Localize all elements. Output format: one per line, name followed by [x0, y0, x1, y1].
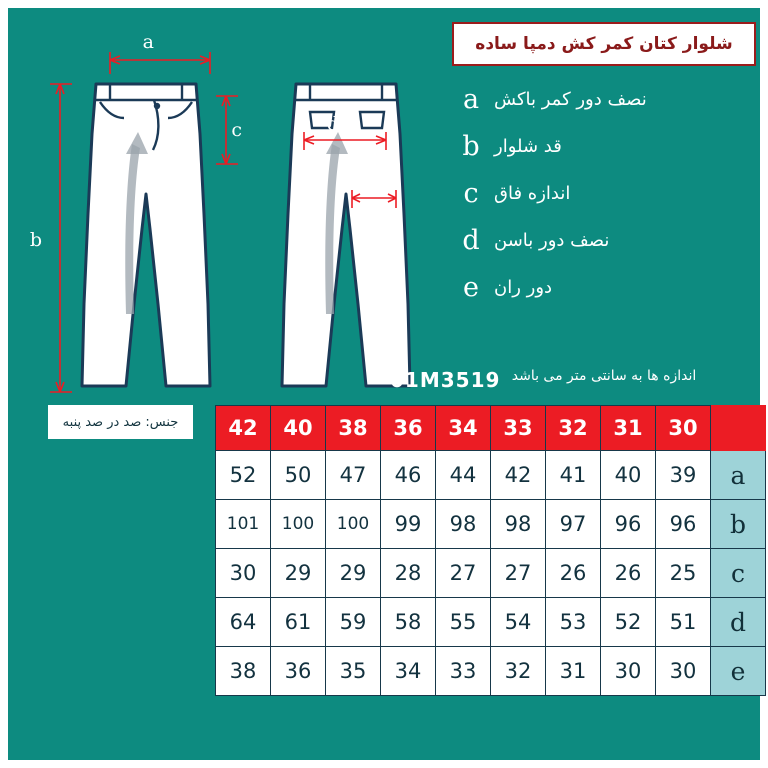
cell-b-33: 98 [491, 500, 546, 549]
cell-d-31: 52 [601, 598, 656, 647]
cell-b-32: 97 [546, 500, 601, 549]
dimension-label-c: c [231, 119, 242, 141]
cell-c-32: 26 [546, 549, 601, 598]
cell-a-40: 50 [271, 451, 326, 500]
measurement-legend [454, 76, 754, 311]
size-chart-table [215, 405, 766, 696]
cell-d-32: 53 [546, 598, 601, 647]
legend-item-d [454, 217, 754, 264]
cell-e-40: 36 [271, 647, 326, 696]
size-header-33: 33 [491, 406, 546, 451]
product-code: 01M3519 [390, 368, 501, 392]
cell-c-38: 29 [326, 549, 381, 598]
cell-c-42: 30 [216, 549, 271, 598]
dimension-label-a: a [142, 31, 154, 53]
cell-a-32: 41 [546, 451, 601, 500]
size-header-31: 31 [601, 406, 656, 451]
pants-diagram [14, 14, 444, 404]
row-label-b: b [711, 500, 766, 549]
legend-item-c [454, 170, 754, 217]
cell-c-33: 27 [491, 549, 546, 598]
cell-c-31: 26 [601, 549, 656, 598]
material-box [48, 405, 193, 439]
cell-a-33: 42 [491, 451, 546, 500]
cell-e-30: 30 [656, 647, 711, 696]
row-label-c: c [711, 549, 766, 598]
cell-a-34: 44 [436, 451, 491, 500]
cell-c-40: 29 [271, 549, 326, 598]
table-row [216, 598, 766, 647]
cell-a-42: 52 [216, 451, 271, 500]
dimension-c [216, 96, 242, 164]
legend-label-d: نصف دور باسن [494, 230, 610, 251]
cell-b-30: 96 [656, 500, 711, 549]
size-header-38: 38 [326, 406, 381, 451]
dimension-a [110, 31, 210, 74]
legend-label-a: نصف دور کمر باکش [494, 89, 647, 110]
dimension-label-e: e [356, 171, 368, 193]
table-row [216, 451, 766, 500]
cell-d-33: 54 [491, 598, 546, 647]
legend-letter-c: c [463, 178, 479, 209]
table-header-row [216, 406, 766, 451]
table-row [216, 500, 766, 549]
table-row [216, 549, 766, 598]
size-header-36: 36 [381, 406, 436, 451]
legend-item-a [454, 76, 754, 123]
size-header-34: 34 [436, 406, 491, 451]
cell-e-31: 30 [601, 647, 656, 696]
row-label-e: e [711, 647, 766, 696]
legend-label-b: قد شلوار [494, 136, 562, 157]
legend-letter-a: a [462, 84, 480, 115]
dimension-b [30, 84, 72, 392]
size-header-40: 40 [271, 406, 326, 451]
cell-e-36: 34 [381, 647, 436, 696]
row-label-d: d [711, 598, 766, 647]
units-note: اندازه ها به سانتی متر می باشد [511, 368, 697, 384]
material-text: جنس: صد در صد پنبه [62, 414, 179, 430]
cell-a-30: 39 [656, 451, 711, 500]
cell-d-34: 55 [436, 598, 491, 647]
cell-c-30: 25 [656, 549, 711, 598]
size-header-32: 32 [546, 406, 601, 451]
cell-b-31: 96 [601, 500, 656, 549]
back-pant-illustration [282, 84, 410, 386]
cell-d-40: 61 [271, 598, 326, 647]
cell-b-40: 100 [271, 500, 326, 549]
cell-b-38: 100 [326, 500, 381, 549]
cell-b-36: 99 [381, 500, 436, 549]
page-title: شلوار کتان کمر کش دمپا ساده [475, 34, 733, 54]
legend-letter-e: e [463, 272, 479, 303]
legend-label-e: دور ران [494, 277, 553, 298]
legend-item-e [454, 264, 754, 311]
cell-b-34: 98 [436, 500, 491, 549]
cell-e-38: 35 [326, 647, 381, 696]
cell-e-33: 32 [491, 647, 546, 696]
row-label-a: a [711, 451, 766, 500]
legend-label-c: اندازه فاق [494, 183, 571, 204]
cell-a-36: 46 [381, 451, 436, 500]
size-header-42: 42 [216, 406, 271, 451]
table-row [216, 647, 766, 696]
legend-item-b [454, 123, 754, 170]
product-title-box [452, 22, 756, 66]
dimension-label-d: d [326, 113, 339, 135]
cell-c-36: 28 [381, 549, 436, 598]
legend-letter-b: b [462, 131, 480, 162]
cell-a-38: 47 [326, 451, 381, 500]
legend-letter-d: d [462, 225, 480, 256]
dimension-label-b: b [29, 229, 42, 251]
cell-b-42: 101 [216, 500, 271, 549]
table-corner-cell [711, 406, 766, 451]
cell-d-30: 51 [656, 598, 711, 647]
size-header-30: 30 [656, 406, 711, 451]
cell-c-34: 27 [436, 549, 491, 598]
front-pant-illustration [82, 84, 210, 386]
cell-d-42: 64 [216, 598, 271, 647]
cell-e-34: 33 [436, 647, 491, 696]
cell-e-42: 38 [216, 647, 271, 696]
cell-e-32: 31 [546, 647, 601, 696]
cell-d-36: 58 [381, 598, 436, 647]
cell-d-38: 59 [326, 598, 381, 647]
cell-a-31: 40 [601, 451, 656, 500]
